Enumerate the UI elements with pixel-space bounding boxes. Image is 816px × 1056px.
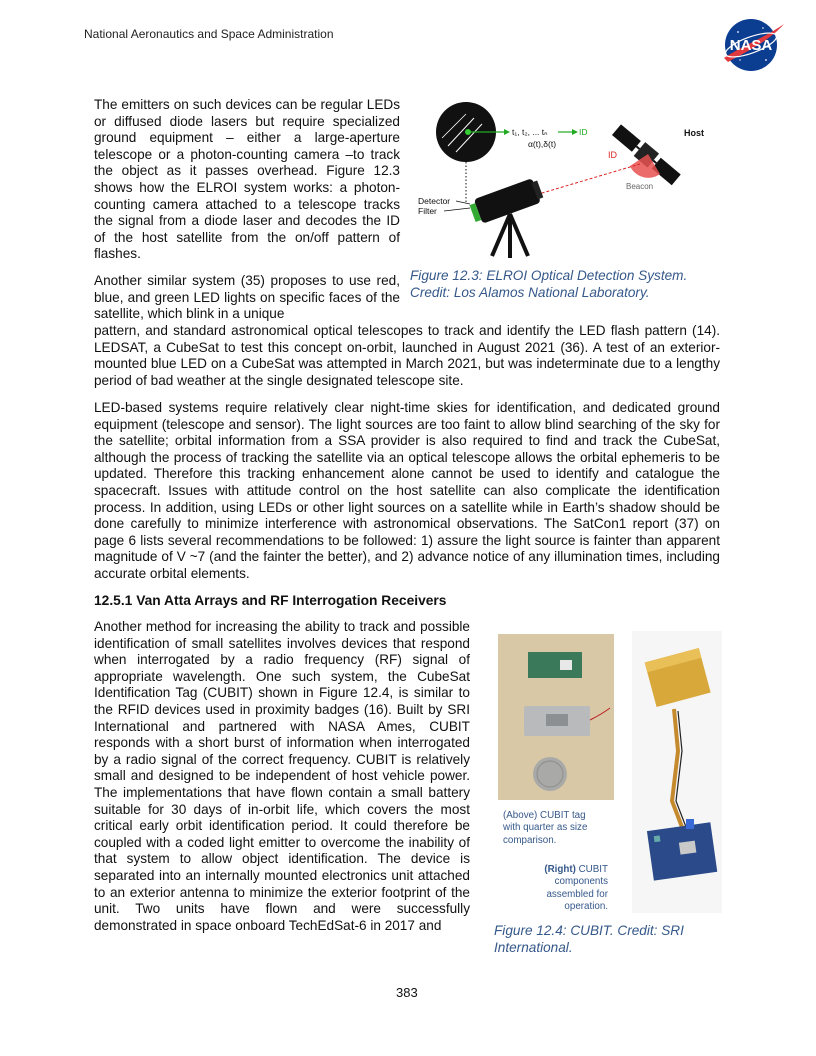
above-caption-line-3: comparison.	[503, 834, 557, 846]
figure-12-3-caption-line-2: Credit: Los Alamos National Laboratory.	[410, 285, 650, 300]
paragraph-cubit: Another method for increasing the ability to track and possible identification of small satellites involves devices that respond when interrogated by a radio frequency (RF) signal of appropriate wavelength. One such system, the CubeSat Identification Tag (CUBIT) shown in Figure 12.4, is similar to the RFID devices used in proximity badges (16). Built by SRI International and partnered with NASA Ames, CUBIT responds with a short burst of information when interrogated by a radio signal of the correct frequency. CUBIT is relatively small and designed to be independent of host vehicle power. The implementations that have flown contain a small battery suitable for 30 days of in-orbit life, which covers the most critical early orbit identification period. It could therefore be coupled with a coded light emitter to overcome the inability of that system to allow object identification. The device is separated into an internally mounted electronics unit attached to an exterior antenna to minimize the exterior footprint of the unit. Two units have flown and were successfully demonstrated in space onboard TechEdSat-6 in 2017 and	[94, 619, 470, 933]
figure-12-4-caption	[494, 922, 734, 956]
label-filter: Filter	[418, 206, 437, 216]
figure-12-4-right-caption	[526, 864, 608, 914]
right-caption-rest: CUBIT	[575, 864, 608, 875]
label-times: t₁, t₂, ... tₙ	[512, 127, 548, 137]
right-caption-line-2: components	[554, 876, 608, 888]
section-heading-van-atta: 12.5.1 Van Atta Arrays and RF Interrogation Receivers	[94, 593, 447, 608]
nasa-logo-text: NASA	[729, 37, 773, 54]
figure-12-4-caption-line-2: International.	[494, 940, 573, 955]
label-host: Host	[684, 128, 704, 138]
right-caption-line-3: assembled for	[546, 888, 608, 900]
figure-12-4-photo-tag	[498, 634, 614, 800]
label-detector: Detector	[418, 196, 451, 206]
label-beacon: Beacon	[626, 182, 654, 191]
paragraph-elroi-intro: The emitters on such devices can be regular LEDs or diffused diode lasers but require specialized ground equipment – either a large-aperture telescope or a photon-counting camera –to track the object as it passes overhead. Figure 12.3 shows how the ELROI system works: a photon-counting camera attached to a telescope tracks the signal from a diode laser and decodes the ID of the host satellite from the on/off pattern of flashes.	[94, 97, 400, 262]
figure-12-3-diagram	[412, 96, 718, 266]
nasa-logo-icon	[720, 16, 786, 74]
right-caption-bold: (Right)	[544, 864, 576, 875]
page-number: 383	[396, 985, 418, 1000]
paragraph-led-requirements: LED-based systems require relatively clear night-time skies for identification, and dedicated ground equipment (telescope and sensor). The light sources are too faint to allow blind searching of the sky for the satellite; orbital information from a SSA provider is also required to find and track the CubeSat, although the process of tracking the satellite via an optical telescope allows the orbital ephemeris to be updated. Therefore this tracking enhancement alone cannot be used to identify and catalogue the spacecraft. Issues with attitude control on the host satellite can also complicate the identification process. In addition, using LEDs or other light sources on a satellite while in Earth’s shadow should be done carefully to minimize interference with astronomical observations. The SatCon1 report (37) on page 6 lists several recommendations to be followed: 1) assure the light source is fainter than apparent magnitude of V ~7 (and the fainter the better), and 2) advance notice of any illumination times, including accurate orbital elements.	[94, 400, 720, 581]
paragraph-led-system-rest: pattern, and standard astronomical optical telescopes to track and identify the LED flash pattern (14). LEDSAT, a CubeSat to test this concept on-orbit, launched in August 2021 (36). A test of an exterior-mounted blue LED on a CubeSat was attempted in March 2021, but was indeterminate due to a lengthy period of bad weather at the single designated telescope site.	[94, 323, 720, 388]
right-caption-line-4: operation.	[564, 901, 608, 913]
figure-12-4-above-caption	[503, 810, 587, 847]
label-id-red: ID	[608, 150, 617, 160]
header-org: National Aeronautics and Space Administration	[84, 27, 334, 41]
right-caption-line-1	[526, 864, 608, 876]
paragraph-led-system-top: Another similar system (35) proposes to use red, blue, and green LED lights on specific faces of the satellite, which blink in a unique	[94, 273, 400, 322]
figure-12-3-caption	[410, 267, 740, 301]
figure-12-4-caption-line-1: Figure 12.4: CUBIT. Credit: SRI	[494, 923, 684, 938]
figure-12-3-caption-line-1: Figure 12.3: ELROI Optical Detection System.	[410, 268, 688, 283]
above-caption-line-1: (Above) CUBIT tag	[503, 810, 586, 821]
label-id-arrow: ID	[579, 127, 588, 137]
above-caption-line-2: with quarter as size	[503, 822, 588, 834]
figure-12-4-render-assembly	[632, 631, 722, 913]
label-angles: α(t),δ(t)	[528, 139, 557, 149]
